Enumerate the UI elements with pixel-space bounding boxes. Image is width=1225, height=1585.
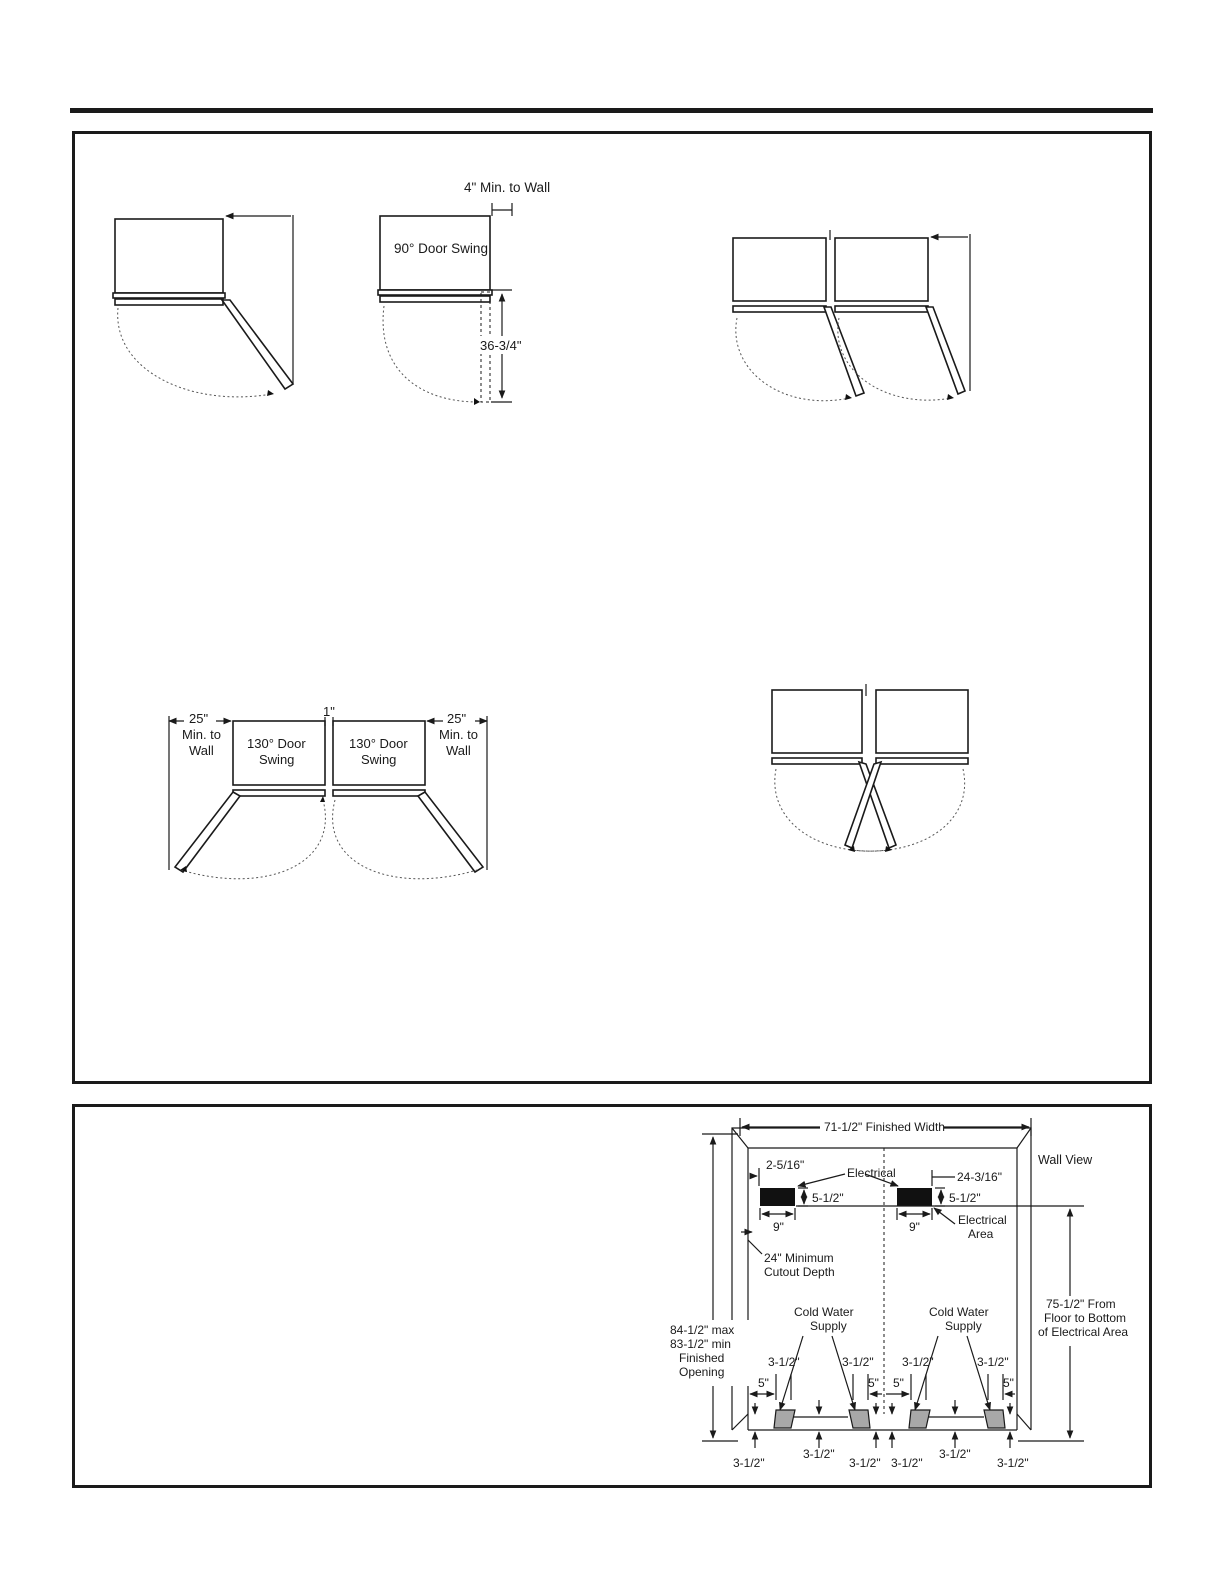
- figure-90-door-swing: [378, 180, 550, 405]
- upper-dim-4: 3-1/2": [977, 1355, 1009, 1369]
- wall-view-title: Wall View: [1038, 1153, 1093, 1167]
- cutout-depth-label-2: Cutout Depth: [764, 1265, 835, 1279]
- left-outlet-height-label: 5-1/2": [812, 1191, 844, 1205]
- door-front: [380, 296, 490, 302]
- electrical-label: Electrical: [847, 1166, 896, 1180]
- door-swing-arc: [118, 308, 272, 397]
- opening-label-2: 83-1/2" min: [670, 1337, 731, 1351]
- opening-label-1: 84-1/2" max: [670, 1323, 735, 1337]
- right-electrical-outlet: [897, 1188, 932, 1206]
- right-unit-body: [835, 238, 928, 301]
- right-door-front: [876, 758, 968, 764]
- lower-dim-5: 3-1/2": [939, 1447, 971, 1461]
- left-offset-label: 2-5/16": [766, 1158, 805, 1172]
- lower-dim-1: 3-1/2": [733, 1456, 765, 1470]
- left-door-front: [733, 306, 826, 312]
- right-swing-label-2: Swing: [361, 752, 397, 767]
- left-open-door: [175, 792, 240, 872]
- right-water-box-2: [984, 1410, 1005, 1428]
- open-door: [222, 300, 293, 389]
- left-door-front: [233, 790, 325, 796]
- five-dim-3: 5": [893, 1376, 904, 1390]
- left-water-box-2: [849, 1410, 870, 1428]
- refrigerator-body: [115, 219, 223, 293]
- lower-dim-6: 3-1/2": [997, 1456, 1029, 1470]
- left-water-box-1: [774, 1410, 795, 1428]
- right-water-label-1: Cold Water: [929, 1305, 989, 1319]
- left-water-label-1: Cold Water: [794, 1305, 854, 1319]
- min-to-wall-label: 4" Min. to Wall: [464, 180, 551, 195]
- finished-width-label: 71-1/2" Finished Width: [824, 1120, 945, 1134]
- left-electrical-outlet: [760, 1188, 795, 1206]
- right-open-door: [418, 792, 483, 872]
- left-open-door: [824, 307, 864, 396]
- electrical-area-label-2: Area: [968, 1227, 994, 1241]
- upper-dim-3: 3-1/2": [902, 1355, 934, 1369]
- depth-label: 36-3/4": [480, 338, 522, 353]
- figure-dual-units-crossing-swing: [772, 684, 968, 852]
- right-outlet-width-label: 9": [909, 1220, 920, 1234]
- right-water-label-2: Supply: [945, 1319, 982, 1333]
- left-unit-body: [733, 238, 826, 301]
- figure-single-unit-swing: [113, 215, 293, 397]
- upper-dim-2: 3-1/2": [842, 1355, 874, 1369]
- left-clearance-text-1: Min. to: [182, 727, 222, 742]
- door-hinge-strip: [378, 290, 492, 295]
- right-door-front: [835, 306, 928, 312]
- right-door-front: [333, 790, 425, 796]
- lower-dim-4: 3-1/2": [891, 1456, 923, 1470]
- left-swing-label-1: 130° Door: [247, 736, 306, 751]
- figure-dual-units-130-swing: [169, 704, 487, 879]
- from-floor-label-1: 75-1/2" From: [1046, 1297, 1116, 1311]
- left-clearance-dim-label: 25": [189, 711, 209, 726]
- opening-label-3: Finished: [679, 1351, 725, 1365]
- door-swing-label: 90° Door Swing: [394, 241, 488, 256]
- gap-label: 1": [323, 704, 335, 719]
- left-water-label-2: Supply: [810, 1319, 847, 1333]
- right-offset-label: 24-3/16": [957, 1170, 1002, 1184]
- left-outlet-width-label: 9": [773, 1220, 784, 1234]
- right-swing-label-1: 130° Door: [349, 736, 408, 751]
- cutout-depth-label-1: 24" Minimum: [764, 1251, 834, 1265]
- five-dim-4: 5": [1003, 1376, 1014, 1390]
- upper-dim-1: 3-1/2": [768, 1355, 800, 1369]
- door-front: [115, 299, 223, 305]
- right-water-box-1: [909, 1410, 930, 1428]
- lower-dim-2: 3-1/2": [803, 1447, 835, 1461]
- figure-dual-units-same-swing: [733, 230, 970, 401]
- left-clearance-text-2: Wall: [189, 743, 214, 758]
- right-open-door: [926, 307, 965, 394]
- right-unit-body: [876, 690, 968, 753]
- door-hinge-strip: [113, 293, 225, 298]
- door-swing-arc: [383, 306, 478, 402]
- five-dim-1: 5": [758, 1376, 769, 1390]
- right-outlet-height-label: 5-1/2": [949, 1191, 981, 1205]
- five-dim-2: 5": [868, 1376, 879, 1390]
- wall-view-diagram: [668, 1118, 1132, 1470]
- left-swing-label-2: Swing: [259, 752, 295, 767]
- electrical-area-label-1: Electrical: [958, 1213, 1007, 1227]
- lower-dim-3: 3-1/2": [849, 1456, 881, 1470]
- left-unit-body: [772, 690, 862, 753]
- from-floor-label-3: of Electrical Area: [1038, 1325, 1129, 1339]
- right-clearance-dim-label: 25": [447, 711, 467, 726]
- left-door-front: [772, 758, 862, 764]
- right-clearance-text-2: Wall: [446, 743, 471, 758]
- from-floor-label-2: Floor to Bottom: [1044, 1311, 1127, 1325]
- right-clearance-text-1: Min. to: [439, 727, 479, 742]
- opening-label-4: Opening: [679, 1365, 725, 1379]
